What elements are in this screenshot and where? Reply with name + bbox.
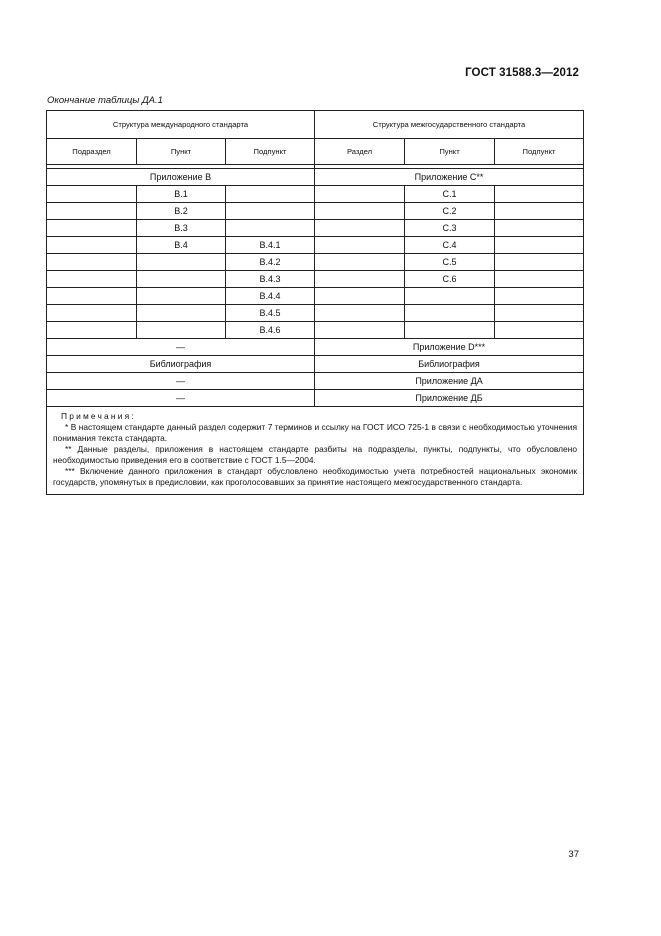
annex-cell-interstate: Приложение С** xyxy=(315,169,584,186)
table-cell: В.4.5 xyxy=(226,305,315,322)
table-cell: С.6 xyxy=(405,271,495,288)
table-cell xyxy=(495,220,584,237)
notes-cell xyxy=(47,407,584,495)
table-row xyxy=(47,322,584,339)
table-cell xyxy=(137,254,226,271)
table-cell: С.5 xyxy=(405,254,495,271)
table-cell: В.2 xyxy=(137,203,226,220)
table-cell xyxy=(315,220,405,237)
table-cell xyxy=(226,203,315,220)
table-cell xyxy=(495,288,584,305)
notes-row xyxy=(47,407,584,495)
table-cell xyxy=(315,322,405,339)
table-cell xyxy=(137,288,226,305)
note-item: * В настоящем стандарте данный раздел содержит 7 терминов и ссылку на ГОСТ ИСО 725-1 в связи с необходимостью уточнения понимания текста стандарта. xyxy=(53,422,578,443)
table-row-merged xyxy=(47,373,584,390)
table-caption: Окончание таблицы ДА.1 xyxy=(47,95,163,106)
col-header: Пункт xyxy=(405,139,495,165)
table-cell xyxy=(47,288,137,305)
table-row-merged xyxy=(47,356,584,373)
table-cell xyxy=(315,203,405,220)
table-row-merged xyxy=(47,339,584,356)
table-row xyxy=(47,220,584,237)
table-cell: С.4 xyxy=(405,237,495,254)
document-code: ГОСТ 31588.3—2012 xyxy=(465,67,579,79)
table-cell xyxy=(495,203,584,220)
table-row xyxy=(47,288,584,305)
table-cell xyxy=(405,288,495,305)
table-column-header-row xyxy=(47,139,584,165)
table-row-merged xyxy=(47,390,584,407)
table-row xyxy=(47,237,584,254)
merged-cell-international: — xyxy=(47,390,315,407)
table-cell xyxy=(495,271,584,288)
table-cell: В.4.1 xyxy=(226,237,315,254)
table-row xyxy=(47,305,584,322)
annex-cell-international: Приложение В xyxy=(47,169,315,186)
table-cell xyxy=(315,237,405,254)
merged-cell-interstate: Приложение D*** xyxy=(315,339,584,356)
table-cell xyxy=(495,237,584,254)
table-cell xyxy=(47,203,137,220)
table-cell xyxy=(47,220,137,237)
page-number: 37 xyxy=(568,849,579,860)
merged-cell-international: — xyxy=(47,339,315,356)
table-cell xyxy=(47,271,137,288)
col-header: Подраздел xyxy=(47,139,137,165)
table-cell: С.2 xyxy=(405,203,495,220)
table-cell xyxy=(226,220,315,237)
table-cell: В.4 xyxy=(137,237,226,254)
table-row xyxy=(47,186,584,203)
table-cell: В.4.4 xyxy=(226,288,315,305)
table-cell xyxy=(495,322,584,339)
table-cell xyxy=(226,186,315,203)
merged-cell-interstate: Приложение ДБ xyxy=(315,390,584,407)
table-cell: В.1 xyxy=(137,186,226,203)
table-cell xyxy=(137,305,226,322)
table-cell xyxy=(405,322,495,339)
table-cell xyxy=(47,305,137,322)
table-cell: В.4.6 xyxy=(226,322,315,339)
col-header: Подпункт xyxy=(226,139,315,165)
table-cell xyxy=(315,271,405,288)
table-cell: В.4.3 xyxy=(226,271,315,288)
table-cell: С.1 xyxy=(405,186,495,203)
merged-cell-international: Библиография xyxy=(47,356,315,373)
table-row-annex xyxy=(47,169,584,186)
table-cell xyxy=(315,254,405,271)
group-header-interstate: Структура межгосударственного стандарта xyxy=(315,111,584,139)
merged-cell-interstate: Приложение ДА xyxy=(315,373,584,390)
table-row xyxy=(47,203,584,220)
table-cell: В.4.2 xyxy=(226,254,315,271)
col-header: Подпункт xyxy=(495,139,584,165)
merged-cell-international: — xyxy=(47,373,315,390)
note-item: *** Включение данного приложения в стандарт обусловлено необходимостью учета потребностей национальных экономик государств, упомянутых в предисловии, как проголосовавших за принятие настоящего межгосударственного стандарта. xyxy=(53,466,578,487)
table-cell xyxy=(315,186,405,203)
table-cell xyxy=(47,254,137,271)
note-item: ** Данные разделы, приложения в настоящем стандарте разбиты на подразделы, пункты, подпункты, что обусловлено необходимостью приведения его в соответствие с ГОСТ 1.5—2004. xyxy=(53,444,578,465)
notes-title: Примечания: xyxy=(61,411,136,421)
table-cell xyxy=(137,271,226,288)
table-cell xyxy=(495,254,584,271)
table-cell xyxy=(315,288,405,305)
table-row xyxy=(47,271,584,288)
table-cell xyxy=(47,186,137,203)
table-cell xyxy=(405,305,495,322)
table-row xyxy=(47,254,584,271)
table-cell xyxy=(315,305,405,322)
table-cell xyxy=(47,322,137,339)
col-header: Раздел xyxy=(315,139,405,165)
table-cell xyxy=(137,322,226,339)
merged-cell-interstate: Библиография xyxy=(315,356,584,373)
table-cell xyxy=(495,186,584,203)
table-group-header-row xyxy=(47,111,584,139)
group-header-international: Структура международного стандарта xyxy=(47,111,315,139)
table-cell xyxy=(495,305,584,322)
table-cell: С.3 xyxy=(405,220,495,237)
table-cell: В.3 xyxy=(137,220,226,237)
col-header: Пункт xyxy=(137,139,226,165)
correspondence-table xyxy=(46,110,584,495)
table-cell xyxy=(47,237,137,254)
